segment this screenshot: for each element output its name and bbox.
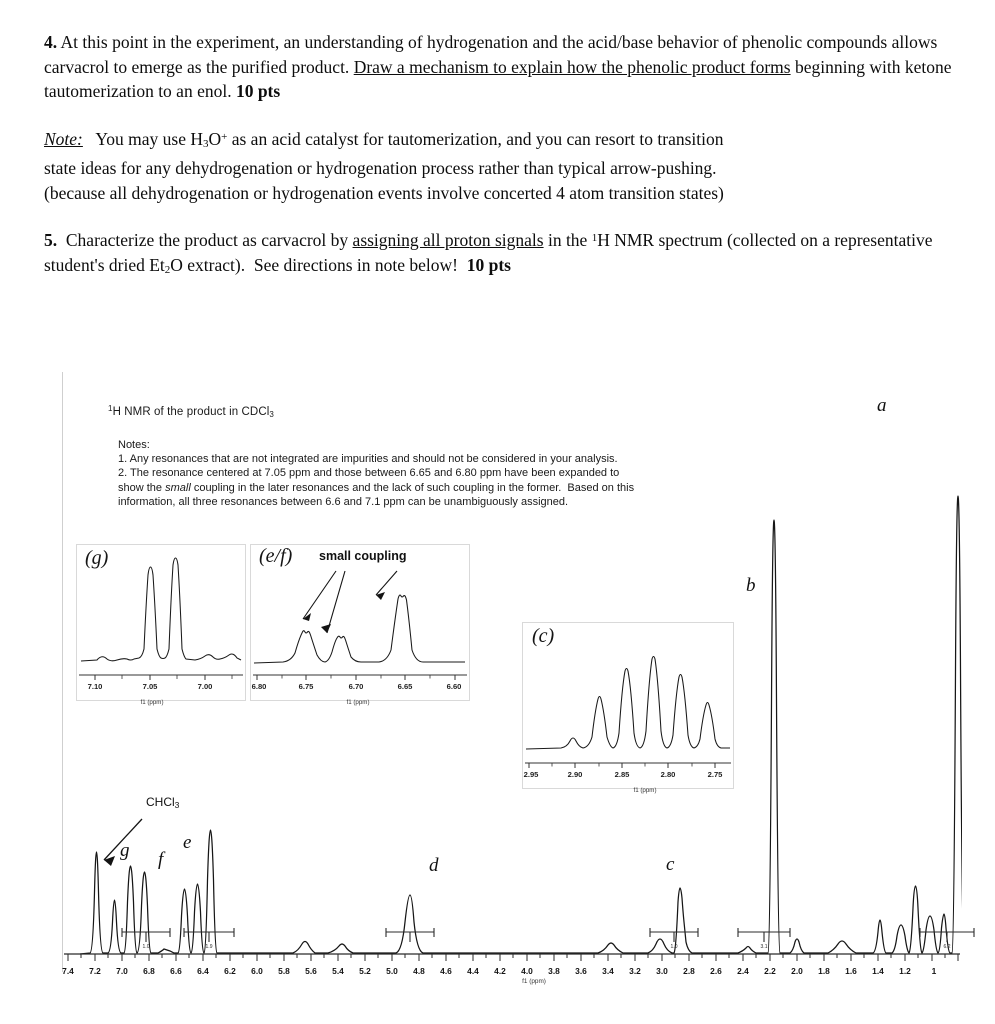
main-axis-ticks [62, 952, 962, 966]
main-tick-2.8: 2.8 [683, 966, 695, 976]
main-axis-label: f1 (ppm) [522, 978, 546, 985]
main-tick-1.8: 1.8 [818, 966, 830, 976]
note-label: Note: [44, 128, 83, 149]
inset-c-label: (c) [532, 625, 555, 647]
main-tick-4.0: 4.0 [521, 966, 533, 976]
inset-ef-tick-3: 6.65 [397, 682, 413, 691]
nmr-figure [62, 372, 962, 997]
main-tick-3.4: 3.4 [602, 966, 614, 976]
inset-ef-tick-2: 6.70 [348, 682, 364, 691]
inset-ef-axis-label: f1 (ppm) [346, 699, 370, 706]
question-5-body-part1: Characterize the product as carvacrol by [61, 230, 353, 250]
main-tick-2.0: 2.0 [791, 966, 803, 976]
inset-g-tick-2: 7.00 [197, 682, 213, 691]
peak-label-b: b [746, 575, 756, 596]
main-tick-4.4: 4.4 [467, 966, 479, 976]
main-tick-6.4: 6.4 [197, 966, 209, 976]
main-tick-6.8: 6.8 [143, 966, 155, 976]
main-tick-4.8: 4.8 [413, 966, 425, 976]
small-coupling-annotation: small coupling [319, 549, 407, 563]
inset-g-label: (g) [85, 547, 109, 569]
main-tick-4.2: 4.2 [494, 966, 506, 976]
inset-c-tick-1: 2.90 [567, 770, 583, 779]
main-tick-3.8: 3.8 [548, 966, 560, 976]
figure-note-2: 2. The resonance centered at 7.05 ppm and those between 6.65 and 6.80 ppm have been expanded to [118, 467, 620, 480]
inset-c-tick-3: 2.80 [660, 770, 676, 779]
main-tick-2.2: 2.2 [764, 966, 776, 976]
main-tick-1.4: 1.4 [872, 966, 884, 976]
note-line-1: You may use $H_3O^+$ as an acid catalyst for tautomerization, and you can resort to transition [87, 128, 724, 150]
main-tick-7.0: 7.0 [116, 966, 128, 976]
question-5-body-part2: in the $^1$H NMR spectrum (collected on a representative student's dried $Et_2O$ extract). See directions in note below! [44, 230, 933, 276]
main-tick-1.2: 1.2 [899, 966, 911, 976]
peak-label-a: a [877, 395, 887, 416]
question-4-points: 10 pts [235, 81, 281, 101]
figure-note-1: 1. Any resonances that are not integrated are impurities and should not be considered in your analysis. [118, 453, 618, 466]
question-5 [44, 226, 954, 282]
question-4-underlined-directive: Draw a mechanism to explain how the phenolic product forms [353, 56, 791, 77]
main-spectrum-trace [78, 492, 962, 957]
spacer-1 [44, 104, 954, 125]
peak-label-d: d [429, 855, 439, 876]
integral-value-g: 1.0 [142, 944, 150, 950]
question-5-points: 10 pts [466, 254, 511, 275]
inset-c-tick-4: 2.75 [707, 770, 723, 779]
peak-label-g: g [120, 840, 130, 861]
question-4-body-part2: beginning with ketone tautomerization to an enol. [44, 56, 952, 101]
main-axis [62, 952, 962, 992]
figure-note-3: show the small coupling in the later resonances and the lack of such coupling in the former. Based on this [118, 481, 635, 494]
inset-ef-tick-0: 6.80 [251, 682, 267, 691]
main-tick-5.0: 5.0 [386, 966, 398, 976]
question-5-underlined-directive: assigning all proton signals [352, 230, 544, 250]
main-tick-1.0: 1 [931, 966, 937, 976]
integral-value-c: 1.0 [670, 944, 678, 950]
main-tick-6.6: 6.6 [170, 966, 182, 976]
main-tick-6.2: 6.2 [224, 966, 236, 976]
main-tick-5.8: 5.8 [278, 966, 290, 976]
note-block [44, 125, 954, 206]
inset-g-axis-label: f1 (ppm) [140, 699, 164, 706]
integral-value-a: 6.2 [943, 944, 951, 950]
figure-notes-heading: Notes: [118, 439, 150, 451]
peak-label-e: e [183, 832, 192, 853]
peak-label-c: c [666, 854, 675, 875]
main-tick-3.2: 3.2 [629, 966, 641, 976]
question-5-number: 5. [44, 230, 58, 250]
figure-left-border [62, 372, 63, 972]
note-line-3: (because all dehydrogenation or hydrogenation events involve concerted 4 atom transition states) [44, 182, 724, 203]
integral-value-ef: 1.9 [205, 944, 213, 950]
main-tick-5.2: 5.2 [359, 966, 371, 976]
note-line-2: state ideas for any dehydrogenation or hydrogenation process rather than typical arrow-pushing. [44, 158, 717, 178]
question-4 [44, 30, 954, 104]
main-tick-3.6: 3.6 [575, 966, 587, 976]
main-tick-5.4: 5.4 [332, 966, 344, 976]
inset-ef-tick-4: 6.60 [446, 682, 462, 691]
inset-c-axis-label: f1 (ppm) [633, 787, 657, 794]
inset-c-tick-2: 2.85 [614, 770, 630, 779]
main-tick-5.6: 5.6 [305, 966, 317, 976]
main-tick-6.0: 6.0 [251, 966, 263, 976]
inset-g-tick-0: 7.10 [87, 682, 103, 691]
inset-ef-tick-1: 6.75 [298, 682, 314, 691]
main-tick-7.4: 7.4 [62, 966, 74, 976]
integral-marks [78, 920, 978, 956]
main-tick-4.6: 4.6 [440, 966, 452, 976]
main-tick-7.2: 7.2 [89, 966, 101, 976]
figure-title: $^1$H NMR of the product in CDCl$_3$ [108, 404, 274, 419]
chcl3-annotation: CHCl$_3$ [146, 795, 180, 810]
spacer-2 [44, 205, 954, 226]
inset-c-tick-0: 2.95 [523, 770, 539, 779]
inset-ef-label: (e/f) [259, 545, 293, 567]
main-tick-3.0: 3.0 [656, 966, 668, 976]
inset-g-tick-1: 7.05 [142, 682, 158, 691]
peak-label-f: f [158, 849, 164, 870]
main-tick-2.4: 2.4 [737, 966, 749, 976]
figure-note-4: information, all three resonances between 6.6 and 7.1 ppm can be unambiguously assigned. [118, 495, 569, 508]
question-4-body-part1: At this point in the experiment, an understanding of hydrogenation and the acid/base behavior of phenolic compounds allows carvacrol to emerge as the purified product. [44, 32, 938, 77]
question-4-number: 4. [44, 32, 58, 52]
main-tick-2.6: 2.6 [710, 966, 722, 976]
question-text-block [44, 30, 954, 282]
integral-value-b: 3.1 [760, 944, 768, 950]
main-tick-1.6: 1.6 [845, 966, 857, 976]
